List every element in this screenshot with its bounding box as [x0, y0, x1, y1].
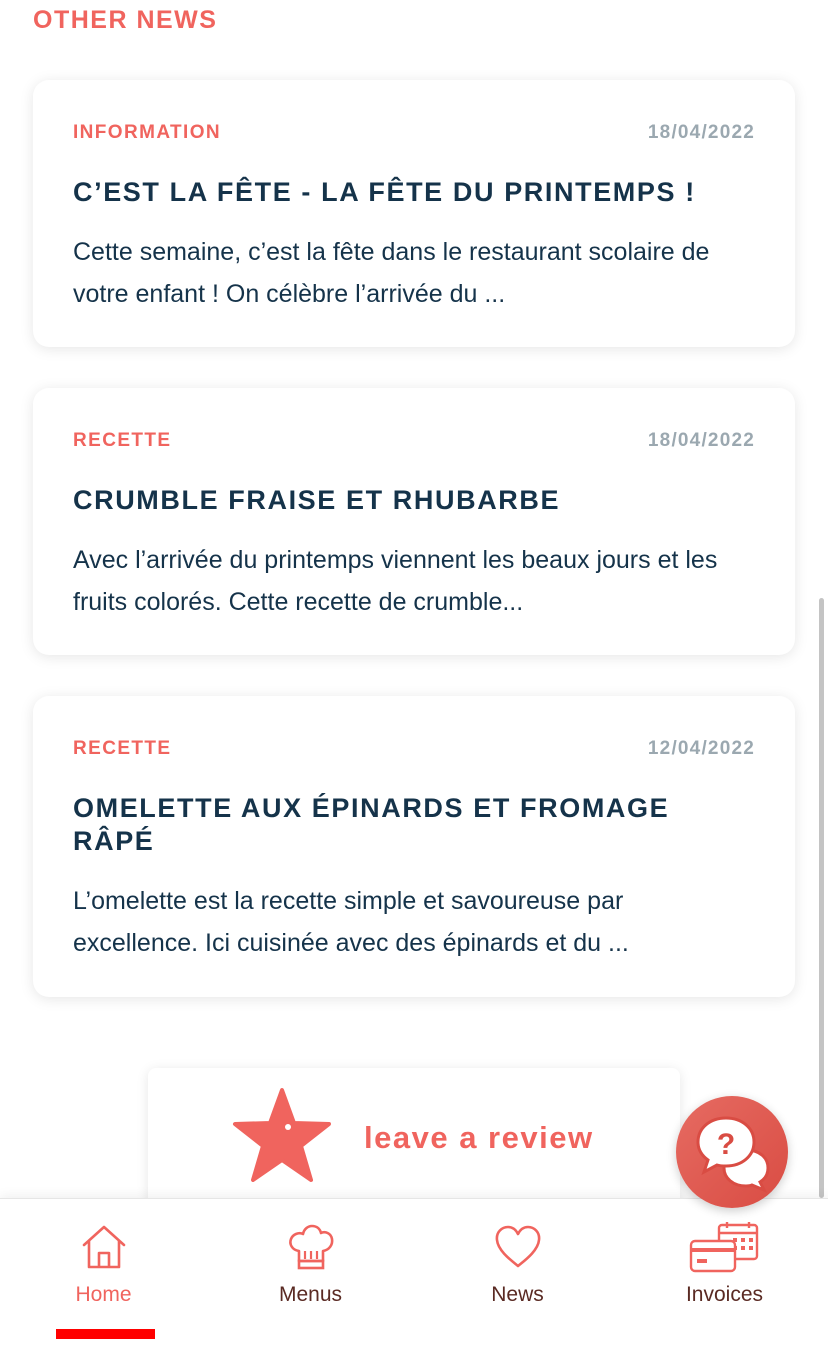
heart-icon	[492, 1221, 544, 1273]
news-date: 12/04/2022	[647, 738, 755, 759]
leave-review-label: leave a review	[364, 1120, 594, 1155]
news-category: RECETTE	[73, 430, 172, 451]
card-header	[73, 428, 755, 454]
news-date: 18/04/2022	[647, 430, 755, 451]
news-category: RECETTE	[73, 738, 172, 759]
card-header	[73, 736, 755, 762]
news-title: C’EST LA FÊTE - LA FÊTE DU PRINTEMPS !	[73, 177, 696, 207]
home-icon	[78, 1221, 130, 1273]
news-excerpt: L’omelette est la recette simple et savoureuse par excellence. Ici cuisinée avec des épinards et du ...	[73, 887, 629, 957]
nav-item-menus[interactable]	[207, 1199, 414, 1360]
news-excerpt: Avec l’arrivée du printemps viennent les beaux jours et les fruits colorés. Cette recette de crumble...	[73, 546, 718, 616]
news-title: CRUMBLE FRAISE ET RHUBARBE	[73, 485, 561, 515]
leave-review-button[interactable]	[148, 1068, 680, 1218]
news-excerpt: Cette semaine, c’est la fête dans le restaurant scolaire de votre enfant ! On célèbre l’arrivée du ...	[73, 238, 710, 308]
nav-item-news[interactable]	[414, 1199, 621, 1360]
news-category: INFORMATION	[73, 122, 222, 143]
news-date: 18/04/2022	[647, 122, 755, 143]
nav-label: News	[491, 1283, 544, 1306]
news-card[interactable]	[33, 80, 795, 347]
scrollbar[interactable]	[819, 598, 824, 1198]
card-header	[73, 120, 755, 146]
news-card[interactable]	[33, 388, 795, 655]
chef-hat-icon	[285, 1221, 337, 1273]
section-title: OTHER NEWS	[33, 6, 218, 34]
svg-text:?: ?	[716, 1128, 736, 1161]
active-tab-indicator	[56, 1329, 155, 1339]
star-icon	[232, 1086, 332, 1182]
nav-label: Invoices	[685, 1283, 764, 1306]
help-chat-icon	[690, 1110, 774, 1194]
invoice-calendar-icon	[689, 1221, 761, 1273]
nav-label: Menus	[278, 1283, 343, 1306]
news-card[interactable]	[33, 696, 795, 997]
news-title: OMELETTE AUX ÉPINARDS ET FROMAGE RÂPÉ	[73, 793, 670, 856]
nav-item-invoices[interactable]	[621, 1199, 828, 1360]
help-button[interactable]	[676, 1096, 788, 1208]
nav-label: Home	[75, 1283, 132, 1306]
